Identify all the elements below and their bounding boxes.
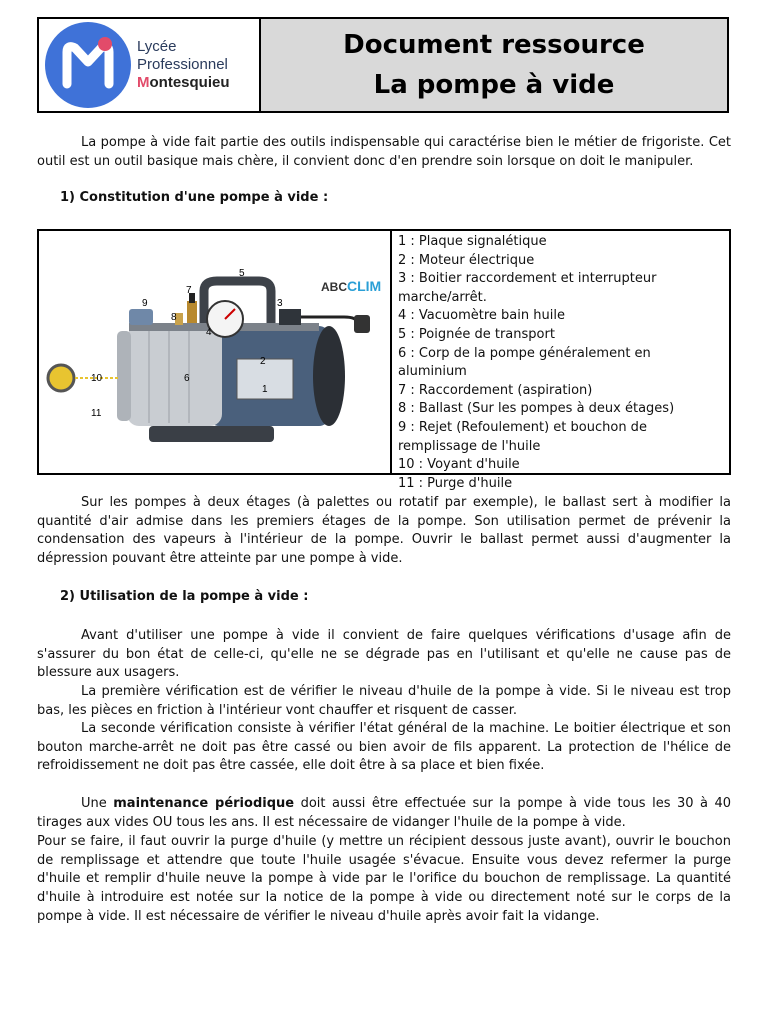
brand-abc: ABC: [321, 280, 347, 294]
label-4: 4: [206, 327, 212, 338]
vacuum-pump-illustration: [39, 231, 392, 473]
legend-item: 5 : Poignée de transport: [398, 326, 555, 342]
section2-title: 2) Utilisation de la pompe à vide :: [60, 589, 309, 604]
page-subtitle: La pompe à vide: [373, 70, 615, 100]
label-2: 2: [260, 356, 266, 367]
maintenance-paragraph: Une maintenance périodique doit aussi être effectuée sur la pompe à vide tous les 30 à 40 tirages aux vides OU tous les ans. Il est nécessaire de vidanger l'huile de la pompe à vide.: [37, 796, 732, 830]
label-11: 11: [91, 408, 102, 419]
school-logo: [39, 19, 261, 111]
document-header: [37, 17, 729, 113]
label-9: 9: [142, 298, 148, 309]
pump-legend: [392, 231, 729, 491]
legend-item: 9 : Rejet (Refoulement) et bouchon de remplissage de l'huile: [398, 419, 647, 454]
legend-item: 11 : Purge d'huile: [398, 475, 513, 491]
section1-title: 1) Constitution d'une pompe à vide :: [60, 190, 329, 205]
intro-paragraph: La pompe à vide fait partie des outils indispensable qui caractérise bien le métier de frigoriste. Cet outil est un outil basique mais chère, il convient donc d'en prendre soin lorsque on doit le manipuler.: [37, 135, 731, 169]
page-title: Document ressource: [343, 30, 645, 60]
brand-clim: CLIM: [347, 278, 382, 294]
label-8: 8: [171, 312, 177, 323]
legend-item: 2 : Moteur électrique: [398, 252, 535, 268]
usage-paragraph-3: La seconde vérification consiste à vérifier l'état général de la machine. Le boitier électrique et son bouton marche-arrêt ne doit pas être cassé ou bien avoir de fils apparent. La protection de l'hélice de refroidissement ne doit pas être cassée, elle doit être à sa place et bien fixée.: [37, 721, 731, 774]
usage-paragraph-1: Avant d'utiliser une pompe à vide il convient de faire quelques vérifications d'usage afin de s'assurer du bon état de celle-ci, qu'elle ne se dégrade pas en l'utilisant et qu'elle ne cause pas de blessure aux usagers.: [37, 628, 731, 681]
logo-emblem-icon: [45, 22, 131, 108]
label-3: 3: [277, 298, 283, 309]
legend-item: 6 : Corp de la pompe généralement en aluminium: [398, 345, 651, 380]
label-7: 7: [186, 285, 192, 296]
legend-item: 10 : Voyant d'huile: [398, 457, 520, 473]
label-5: 5: [239, 268, 245, 279]
drain-procedure-paragraph: Pour se faire, il faut ouvrir la purge d'huile (y mettre un récipient dessous juste avant), ouvrir le bouchon de remplissage et attendre que toute l'huile usagée s'évacue. Ensuite vous devez refermer la purge d'huile et remplir d'huile neuve la pompe à vide par le l'orifice du bouchon de remplissage. La quantité d'huile à introduire est notée sur la notice de la pompe à vide ou directement noté sur le corps de la pompe à vide. Il est nécessaire de vérifier le niveau d'huile après avoir fait la vidange.: [37, 834, 731, 924]
label-1: 1: [262, 384, 268, 395]
label-10: 10: [91, 373, 103, 384]
logo-line2: Professionnel: [137, 56, 228, 73]
label-6: 6: [184, 373, 190, 384]
logo-line1: Lycée: [137, 38, 177, 55]
legend-item: 3 : Boitier raccordement et interrupteur marche/arrêt.: [398, 271, 657, 305]
title-box: [261, 19, 727, 111]
legend-item: 7 : Raccordement (aspiration): [398, 382, 593, 398]
maintenance-keyword: maintenance périodique: [113, 796, 295, 811]
pump-figure-table: [37, 229, 731, 491]
legend-item: 4 : Vacuomètre bain huile: [398, 308, 565, 324]
logo-line3: Montesquieu: [137, 74, 230, 91]
usage-paragraph-2: La première vérification est de vérifier le niveau d'huile de la pompe à vide. Si le niveau est trop bas, les pièces en friction à l'intérieur vont chauffer et risquent de casser.: [37, 684, 731, 718]
ballast-paragraph: Sur les pompes à deux étages (à palettes ou rotatif par exemple), le ballast sert à modifier la quantité d'air admise dans les premiers étages de la pompe. Son utilisation permet de prévenir la condensation des vapeurs à l'intérieur de la pompe. Ouvrir le ballast permet aussi d'augmenter la dépression pouvant être atteinte par une pompe à vide.: [37, 495, 731, 567]
legend-item: 1 : Plaque signalétique: [398, 234, 547, 249]
legend-item: 8 : Ballast (Sur les pompes à deux étages): [398, 401, 675, 417]
